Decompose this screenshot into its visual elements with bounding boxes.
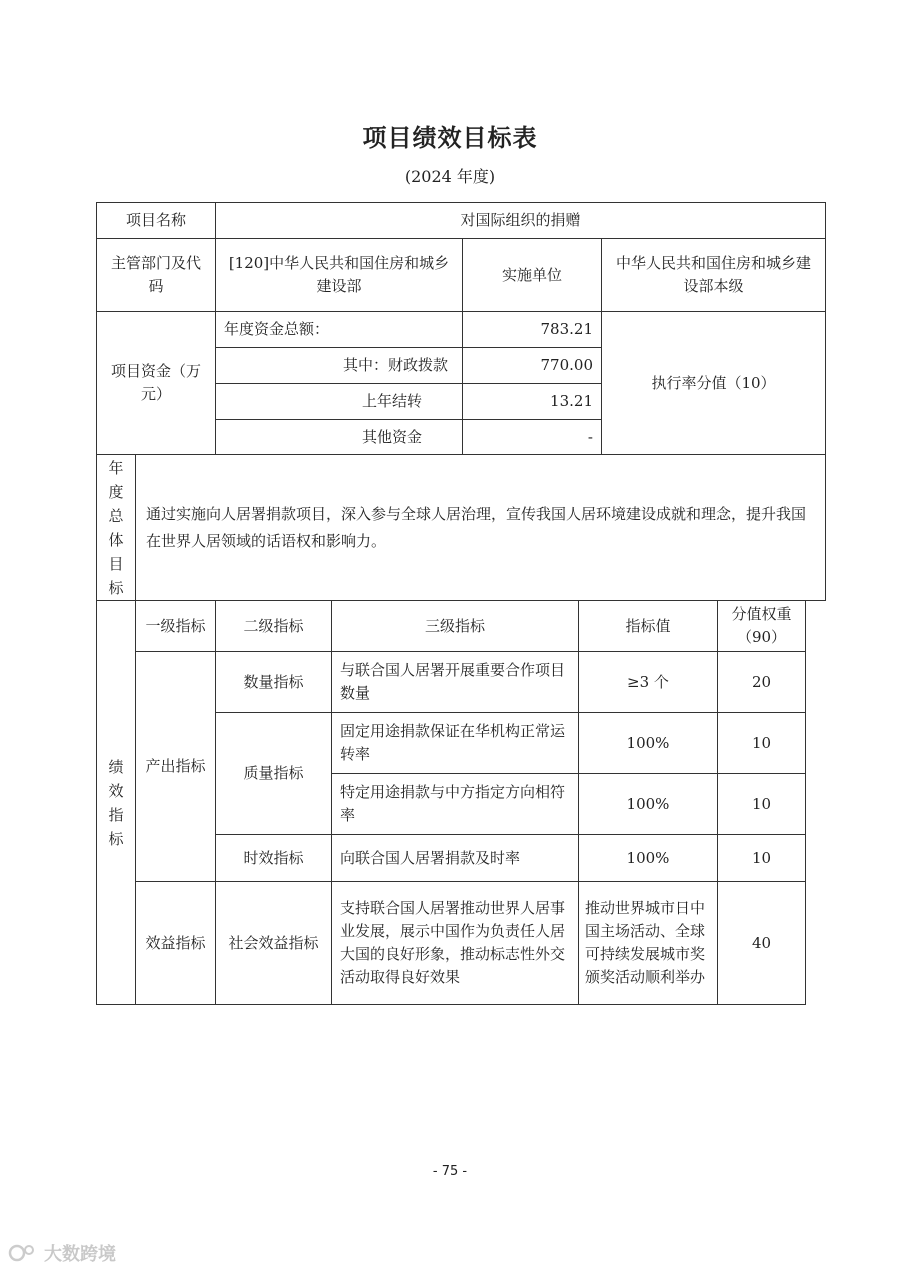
col-header-weight: 分值权重（90）: [718, 601, 806, 652]
funds-row-label: 年度资金总额：: [216, 312, 463, 348]
exec-rate-label: 执行率分值（10）: [602, 312, 826, 455]
table-row: [97, 203, 826, 239]
indicator-value: 100%: [579, 835, 718, 882]
funds-row-value: 13.21: [463, 384, 602, 420]
col-header-level3: 三级指标: [332, 601, 579, 652]
indicator-weight: 40: [718, 882, 806, 1005]
impl-label: 实施单位: [463, 239, 602, 312]
funds-row-value: 783.21: [463, 312, 602, 348]
goal-label: [97, 455, 136, 601]
funds-row-value: 770.00: [463, 348, 602, 384]
goal-text: 通过实施向人居署捐款项目，深入参与全球人居治理，宣传我国人居环境建设成就和理念，提升我国在世界人居领域的话语权和影响力。: [136, 455, 826, 601]
quality-indicator-label: 质量指标: [216, 713, 332, 835]
indicator-value: 100%: [579, 774, 718, 835]
document-subtitle: (2024 年度): [404, 167, 496, 186]
indicator-weight: 10: [718, 713, 806, 774]
watermark-logo-icon: [8, 1243, 38, 1263]
dept-value: [120]中华人民共和国住房和城乡建设部: [216, 239, 463, 312]
indicator-table: [96, 600, 806, 1005]
indicators-section-label: [97, 601, 136, 1005]
project-name-label: 项目名称: [97, 203, 216, 239]
social-indicator-label: 社会效益指标: [216, 882, 332, 1005]
benefit-indicator-label: 效益指标: [136, 882, 216, 1005]
level3-indicator: 支持联合国人居署推动世界人居事业发展，展示中国作为负责任人居大国的良好形象，推动标志性外交活动取得良好效果: [332, 882, 579, 1005]
col-header-level1: 一级指标: [136, 601, 216, 652]
table-row: [97, 652, 806, 713]
indicator-value: 100%: [579, 713, 718, 774]
dept-label: 主管部门及代码: [97, 239, 216, 312]
table-row: [97, 455, 826, 601]
table-row: [97, 312, 826, 348]
funds-row-label: 其他资金: [216, 420, 463, 455]
timeliness-indicator-label: 时效指标: [216, 835, 332, 882]
funds-row-value: -: [463, 420, 602, 455]
indicator-weight: 20: [718, 652, 806, 713]
table-row: [97, 882, 806, 1005]
watermark-text: 大数跨境: [44, 1244, 116, 1265]
level3-indicator: 向联合国人居署捐款及时率: [332, 835, 579, 882]
col-header-value: 指标值: [579, 601, 718, 652]
level3-indicator: 固定用途捐款保证在华机构正常运转率: [332, 713, 579, 774]
level3-indicator: 与联合国人居署开展重要合作项目数量: [332, 652, 579, 713]
page-number: - 75 -: [432, 1164, 468, 1179]
impl-value: 中华人民共和国住房和城乡建设部本级: [602, 239, 826, 312]
watermark: [8, 1240, 116, 1266]
funds-row-label: 其中：财政拨款: [216, 348, 463, 384]
indicators-section-text: 绩效指标: [108, 757, 124, 848]
indicator-weight: 10: [718, 774, 806, 835]
col-header-level2: 二级指标: [216, 601, 332, 652]
goal-label-text: 年度总体目标: [108, 458, 124, 597]
document-title: 项目绩效目标表: [362, 124, 538, 152]
level3-indicator: 特定用途捐款与中方指定方向相符率: [332, 774, 579, 835]
indicator-value: ≥3 个: [579, 652, 718, 713]
funds-row-label: 上年结转: [216, 384, 463, 420]
quantity-indicator-label: 数量指标: [216, 652, 332, 713]
project-name-value: 对国际组织的捐赠: [216, 203, 826, 239]
performance-target-table: [96, 202, 826, 601]
indicator-weight: 10: [718, 835, 806, 882]
indicator-value: 推动世界城市日中国主场活动、全球可持续发展城市奖颁奖活动顺利举办: [579, 882, 718, 1005]
table-row: [97, 239, 826, 312]
table-row: [97, 601, 806, 652]
output-indicator-label: 产出指标: [136, 652, 216, 882]
funds-label: 项目资金（万元）: [97, 312, 216, 455]
